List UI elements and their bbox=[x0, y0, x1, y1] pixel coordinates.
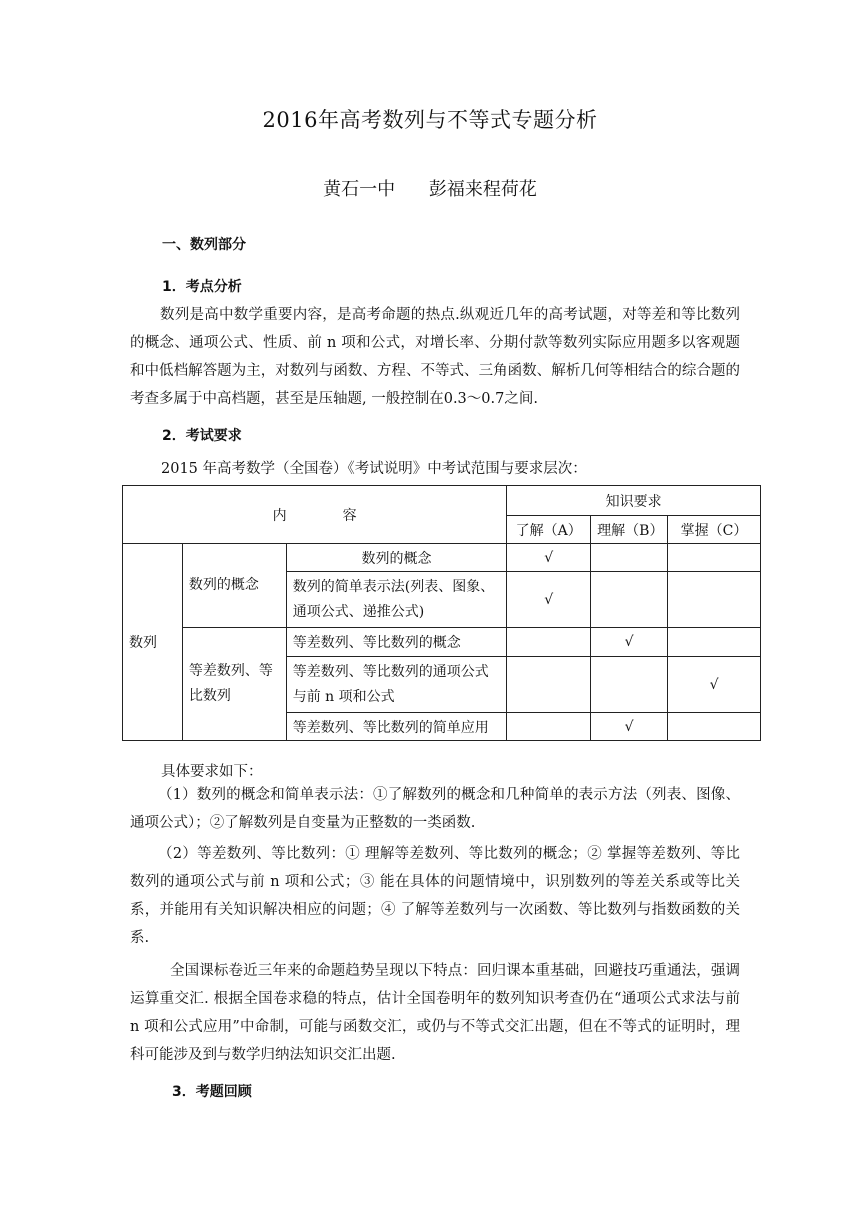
level-a-mark bbox=[507, 713, 591, 741]
document-title: 2016年高考数列与不等式专题分析 bbox=[262, 108, 598, 132]
level-c-mark bbox=[668, 544, 761, 572]
table-row-item: 等差数列、等比数列的简单应用 bbox=[286, 713, 507, 741]
level-a-mark bbox=[507, 657, 591, 713]
table-row-item: 数列的概念 bbox=[286, 544, 507, 572]
group-cell-concept: 数列的概念 bbox=[182, 544, 286, 628]
level-c-mark: √ bbox=[668, 657, 761, 713]
level-c-mark bbox=[668, 572, 761, 628]
level-c-header: 掌握（C） bbox=[668, 516, 761, 544]
author-school: 黄石一中 bbox=[323, 179, 396, 200]
level-c-mark bbox=[668, 628, 761, 657]
details-paragraph-2: （2）等差数列、等比数列：① 理解等差数列、等比数列的概念；② 掌握等差数列、等比数列的通项公式与前 n 项和公式；③ 能在具体的问题情境中，识别数列的等差关系或等比关系，并能用有关知识解决相应的问题；④ 了解等差数列与一次函数、等比数列与指数函数的关系. bbox=[130, 846, 740, 946]
details-paragraph-3: 全国课标卷近三年来的命题趋势呈现以下特点：回归课本重基础，回避技巧重通法，强调运算重交汇. 根据全国卷求稳的特点，估计全国卷明年的数列知识考查仍在“通项公式求法与前 n 项和公式应用”中命制，可能与函数交汇，或仍与不等式交汇出题，但在不等式的证明时，理科可能涉及到与数学归纳法知识交汇出题. bbox=[130, 963, 740, 1063]
level-a-header: 了解（A） bbox=[507, 516, 591, 544]
details-paragraph-1: （1）数列的概念和简单表示法：①了解数列的概念和几种简单的表示方法（列表、图像、通项公式）；②了解数列是自变量为正整数的一类函数. bbox=[130, 787, 740, 831]
authors-line bbox=[0, 175, 860, 201]
level-b-header: 理解（B） bbox=[591, 516, 668, 544]
table-row-item: 等差数列、等比数列的通项公式与前 n 项和公式 bbox=[286, 657, 507, 713]
level-b-mark bbox=[591, 657, 668, 713]
group-cell-arith-geo: 等差数列、等比数列 bbox=[182, 628, 286, 741]
table-row-item: 数列的简单表示法(列表、图象、通项公式、递推公式) bbox=[286, 572, 507, 628]
requirements-intro: 2015 年高考数学（全国卷）《考试说明》中考试范围与要求层次： bbox=[161, 461, 587, 477]
analysis-paragraph: 数列是高中数学重要内容，是高考命题的热点.纵观近几年的高考试题，对等差和等比数列的概念、通项公式、性质、前 n 项和公式，对增长率、分期付款等数列实际应用题多以客观题和中低档解答题为主，对数列与函数、方程、不等式、三角函数、解析几何等相结合的综合题的考查多属于中高档题，甚至是压轴题, 一般控制在0.3～0.7之间. bbox=[130, 307, 740, 407]
section-heading-sequences: 一、数列部分 bbox=[162, 237, 246, 253]
level-a-mark bbox=[507, 628, 591, 657]
author-names: 彭福来程荷花 bbox=[428, 179, 537, 200]
subheading-review: 3．考题回顾 bbox=[172, 1084, 252, 1100]
subheading-analysis: 1．考点分析 bbox=[162, 279, 242, 295]
level-a-mark: √ bbox=[507, 544, 591, 572]
requirements-table bbox=[122, 485, 761, 741]
subheading-requirements: 2．考试要求 bbox=[162, 428, 242, 444]
level-a-mark: √ bbox=[507, 572, 591, 628]
content-header: 内 容 bbox=[123, 486, 507, 544]
table-row-item: 等差数列、等比数列的概念 bbox=[286, 628, 507, 657]
details-intro: 具体要求如下： bbox=[161, 764, 263, 780]
level-c-mark bbox=[668, 713, 761, 741]
level-b-mark bbox=[591, 572, 668, 628]
level-b-mark bbox=[591, 544, 668, 572]
level-b-mark: √ bbox=[591, 628, 668, 657]
category-cell: 数列 bbox=[123, 544, 183, 741]
level-b-mark: √ bbox=[591, 713, 668, 741]
knowledge-req-header: 知识要求 bbox=[507, 486, 761, 516]
